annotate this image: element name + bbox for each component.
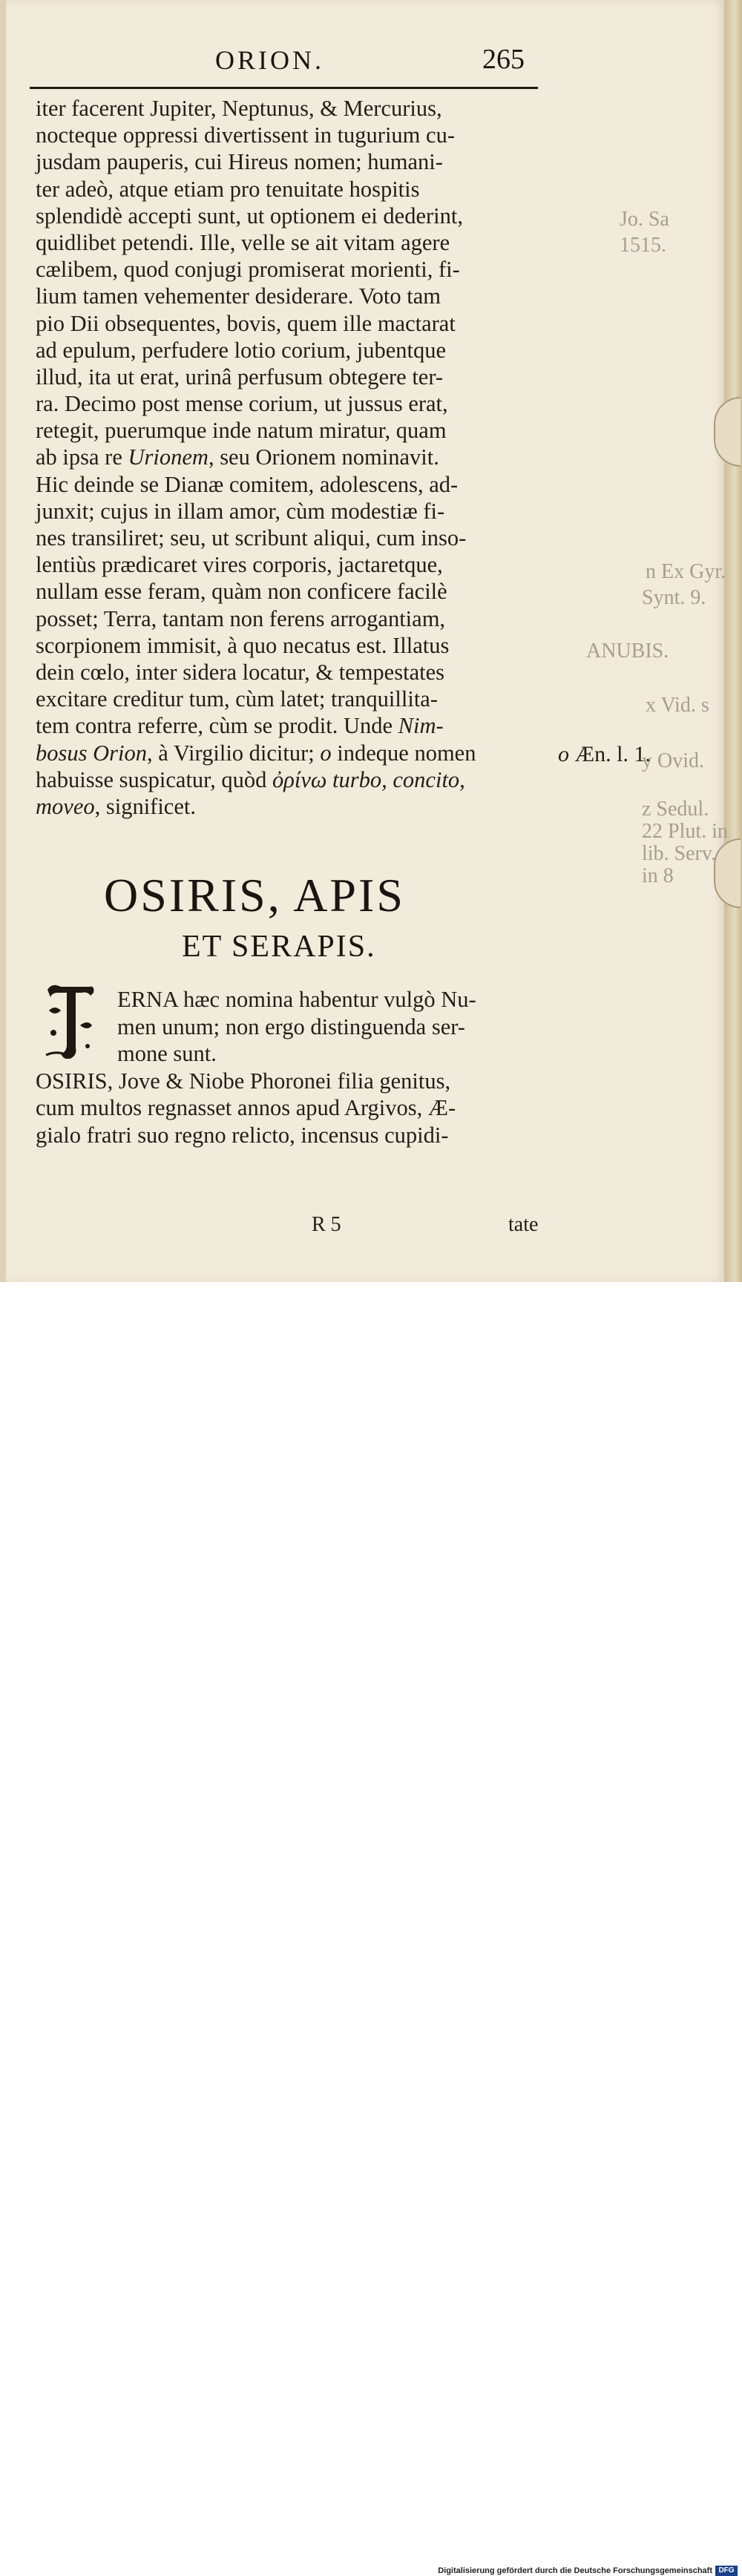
bleed-note-11: in 8 — [642, 864, 674, 887]
text-line: mone sunt. — [117, 1041, 217, 1066]
text-line: posset; Terra, tantam non ferens arrogantiam, — [36, 605, 446, 631]
margin-note — [558, 742, 651, 767]
bleed-note-3: n Ex Gyr. — [646, 560, 726, 583]
text-line: lium tamen vehementer desiderare. Voto tam — [36, 283, 441, 309]
text-run: indeque nomen — [331, 740, 476, 766]
margin-note-marker: o — [558, 742, 569, 766]
text-line: quidlibet petendi. Ille, velle se ait vitam agere — [36, 229, 450, 255]
italic-quote: bosus Orion — [36, 740, 147, 766]
margin-note-text: Æn. l. 1. — [574, 742, 651, 766]
greek-word: ὀρίνω — [272, 766, 327, 792]
italic-name: Urionem — [128, 444, 209, 470]
text-line: ra. Decimo post mense corium, ut jussus erat, — [36, 391, 448, 417]
text-line: jusdam pauperis, cui Hireus nomen; humani- — [36, 149, 443, 175]
text-line: retegit, puerumque inde natum miratur, quam — [36, 418, 447, 444]
page-edge — [724, 0, 742, 1282]
credit-text: Digitalisierung gefördert durch die Deutsche Forschungsgemeinschaft — [438, 2566, 712, 2575]
text-line: dein cœlo, inter sidera locatur, & tempestates — [36, 659, 444, 685]
text-line: excitare creditur tum, cùm latet; tranquillita- — [36, 686, 439, 712]
text-line: cum multos regnasset annos apud Argivos, Æ- — [36, 1095, 456, 1120]
text-line: ERNA hæc nomina habentur vulgò Nu- — [117, 987, 476, 1012]
bleed-note-9: 22 Plut. in — [642, 820, 728, 843]
scan-background — [0, 0, 742, 1282]
text-line — [36, 793, 548, 820]
text-run: tem contra referre, cùm se prodit. Unde — [36, 713, 398, 739]
bleed-note-6: x Vid. s — [646, 694, 709, 717]
bleed-note-1: Jo. Sa — [620, 208, 669, 231]
italic-gloss: turbo, concito, — [326, 766, 465, 792]
text-line: Hic deinde se Dianæ comitem, adolescens, ad- — [36, 471, 459, 497]
text-line: junxit; cujus in illam amor, cùm modestiæ fi- — [36, 498, 445, 524]
dfg-logo: DFG — [715, 2566, 738, 2576]
text-run: ab ipsa re — [36, 444, 128, 470]
text-line: nocteque oppressi divertissent in tugurium cu- — [36, 122, 455, 148]
text-line: gialo fratri suo regno relicto, incensus cupidi- — [36, 1122, 449, 1148]
bleed-note-8: z Sedul. — [642, 798, 709, 821]
text-line: scorpionem immisit, à quo necatus est. Illatus — [36, 632, 450, 658]
text-line: illud, ita ut erat, urinâ perfusum obtegere ter- — [36, 364, 444, 390]
running-head: ORION. — [215, 45, 324, 75]
bleed-note-10: lib. Serv. — [642, 842, 717, 865]
italic-gloss: moveo — [36, 793, 95, 819]
header-rule — [30, 87, 538, 89]
catchword: tate — [508, 1213, 539, 1236]
text-run: , à Virgilio dicitur; — [146, 740, 321, 766]
orion-text — [36, 95, 548, 820]
footnote-marker: o — [320, 740, 332, 766]
text-line: nes transiliret; seu, ut scribunt aliqui, cum inso- — [36, 525, 467, 551]
bleed-note-2: 1515. — [620, 234, 666, 257]
text-line: cælibem, quod conjugi promiserat morienti, fi- — [36, 257, 460, 283]
text-line — [36, 444, 548, 470]
text-line: ter adeò, atque etiam pro tenuitate hospitis — [36, 176, 420, 202]
text-line: nullam esse feram, quàm non conficere facilè — [36, 579, 447, 605]
text-run: habuisse suspicatur, quòd — [36, 766, 272, 792]
text-line: splendidè accepti sunt, ut optionem ei dederint, — [36, 203, 463, 229]
text-line: men unum; non ergo distinguenda ser- — [117, 1013, 465, 1039]
text-line — [36, 766, 548, 793]
bleed-note-4: Synt. 9. — [642, 586, 706, 609]
text-run: , seu Orionem nominavit. — [208, 444, 439, 470]
text-line: lentiùs prædicaret vires corporis, jactaretque, — [36, 552, 443, 578]
page-number: 265 — [482, 44, 525, 75]
text-line — [36, 712, 548, 739]
text-run: , significet. — [94, 793, 196, 819]
bleed-note-7: y Ovid. — [642, 749, 704, 772]
page-header — [30, 45, 534, 82]
bleed-note-5: ANUBIS. — [586, 640, 669, 663]
text-line: pio Dii obsequentes, bovis, quem ille mactarat — [36, 310, 456, 336]
italic-quote: Nim- — [398, 713, 444, 739]
text-line: OSIRIS, Jove & Niobe Phoronei filia genitus, — [36, 1068, 451, 1094]
credit-bar — [0, 1282, 742, 2575]
osiris-text — [36, 986, 555, 1149]
section-subheading: ET SERAPIS. — [182, 930, 376, 964]
signature-mark: R 5 — [312, 1213, 341, 1236]
text-line — [36, 740, 548, 766]
section-heading: OSIRIS, APIS — [104, 869, 405, 921]
text-line: ad epulum, perfudere lotio corium, jubentque — [36, 337, 447, 363]
text-line: iter facerent Jupiter, Neptunus, & Mercurius, — [36, 96, 442, 121]
